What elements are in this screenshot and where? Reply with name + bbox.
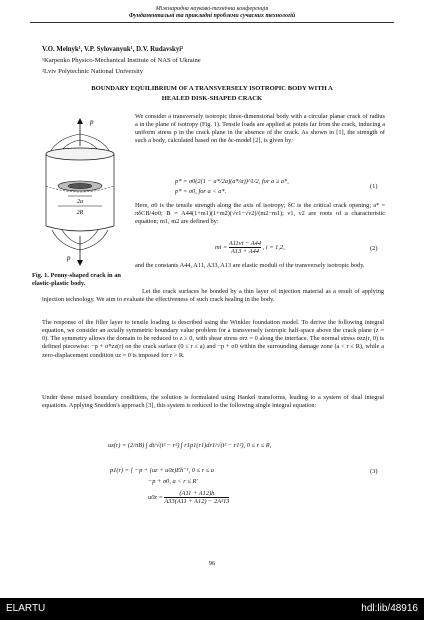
equation-2-fraction xyxy=(229,240,261,255)
affiliation-1: ¹Karpenko Physico-Mechanical Institute of NAS of Ukraine xyxy=(42,57,201,64)
equation-1-number: (1) xyxy=(370,183,378,190)
paper-title-line-1: BOUNDARY EQUILIBRIUM OF A TRANSVERSELY ISOTROPIC BODY WITH A xyxy=(91,85,333,92)
header-rule xyxy=(30,22,394,23)
paragraph-injection: Let the crack surfaces be bonded by a thin layer of injection material as a result of applying injection technology. We aim to evaluate the effectiveness of such crack healing in the body. xyxy=(42,288,384,304)
paragraph-hankel: Under these mixed boundary conditions, the solution is formulated using Hankel transforms, leading to a system of dual integral equations. Applying Sneddon's approach [3], this system is reduced to the following single integral equation: xyxy=(42,394,384,410)
load-label-bottom: p xyxy=(67,254,71,262)
equation-3-line-2a: p1(r) = { −p + (uz + u0z)Eh⁻¹, 0 ≤ r ≤ a xyxy=(110,467,215,474)
paragraph-intro: We consider a transversely isotropic three-dimensional body with a circular planar crack of radius a in the plane of isotropy (Fig. 1). Tensile loads are applied at points far from the crack, inducing a uniform stress p in the crack plane in the absence of the crack. As shown in [1], the strength of such a body, calculated based on the δc-model [2], is given by: xyxy=(135,113,385,145)
paragraph-winkler: The response of the filler layer to tensile loading is described using the Winkler foundation model. To derive the following integral equation, we consider an axially symmetric boundary value problem for a transversely isotropic half-space above the crack plane (z = 0). The symmetry allows the domain to be reduced to z ≥ 0, with shear stress σrz = 0 along the interface. The normal stress σzz(r, 0) is defined piecewise: −p + σ*zz(r) on the crack surface (0 ≤ r ≤ a) and −p + σ0 within the surrounding damage zone (a < r ≤ R), while a zero-displacement condition uz = 0 is imposed for r > R. xyxy=(42,319,384,359)
repository-footer-bar xyxy=(0,598,424,620)
dim-2R-label: 2R xyxy=(76,210,84,216)
paragraph-constants: and the constants A44, A11, A33, A13 are elastic moduli of the transversely isotropic body. xyxy=(135,262,365,269)
paper-title-line-2: HEALED DISK-SHAPED CRACK xyxy=(161,95,263,102)
equation-3-numerator: (A11 + A12)h xyxy=(179,490,215,497)
figure-caption: Fig. 1. Penny-shaped crack in an elastic-plastic body. xyxy=(32,272,121,287)
equation-3-fraction xyxy=(164,490,229,505)
affiliation-2: ²Lviv Polytechnic National University xyxy=(42,68,144,75)
equation-3-lhs: u0z = xyxy=(148,493,163,501)
equation-1-line-2: p* = σ0, for a < a*. xyxy=(175,188,227,195)
equation-1-line-1: p* = σ0(2(1 − a*/2a)(a*/a))^1/2, for a ≥ a*, xyxy=(175,178,289,185)
page-number: 96 xyxy=(208,560,216,567)
equation-3-denominator: A33(A11 + A12) − 2A²13 xyxy=(164,498,230,505)
equation-2-tail: , i = 1,2, xyxy=(262,243,285,251)
equation-3-line-2b: −p + σ0, a < r ≤ R′ xyxy=(148,478,198,485)
handle-link[interactable]: hdl:lib/48916 xyxy=(361,603,418,614)
equation-3-number: (3) xyxy=(370,468,378,475)
equation-2 xyxy=(215,240,285,255)
figure-penny-crack xyxy=(30,118,130,268)
load-label-top: p xyxy=(90,118,94,126)
authors: V.O. Melnyk¹, V.P. Sylovanyuk¹, D.V. Rudavskyi² xyxy=(42,46,184,53)
equation-2-number: (2) xyxy=(370,245,378,252)
conference-subheader: Фундаментальні та прикладні проблеми сучасних технологій xyxy=(128,13,296,19)
equation-2-numerator: A11νi − A44 xyxy=(228,240,262,247)
conference-header: Міжнародна науково-технічна конференція xyxy=(155,6,269,12)
repository-name: ELARTU xyxy=(6,603,46,614)
equation-2-lhs: mi = xyxy=(215,243,228,251)
equation-3-line-1: uz(r) = (2/πB) ∫ dt/√(t² − r²) ∫ r1p1(r1)dr1/√(t² − r1²), 0 ≤ r ≤ R, xyxy=(108,442,272,449)
paragraph-definitions: Here, σ0 is the tensile strength along the axis of isotropy; δC is the critical crack opening; a* = πδCB/4σ0; B = A44(1+m1)(1+m2)(√ν1−√ν2)/(m2−m1); ν1, ν2 are roots of a characteristic equation; m1, m2 are defined by: xyxy=(135,202,385,226)
dim-2a-label: 2a xyxy=(77,199,83,205)
equation-3-line-3 xyxy=(148,490,229,505)
equation-2-denominator: A13 + A44 xyxy=(229,247,261,255)
